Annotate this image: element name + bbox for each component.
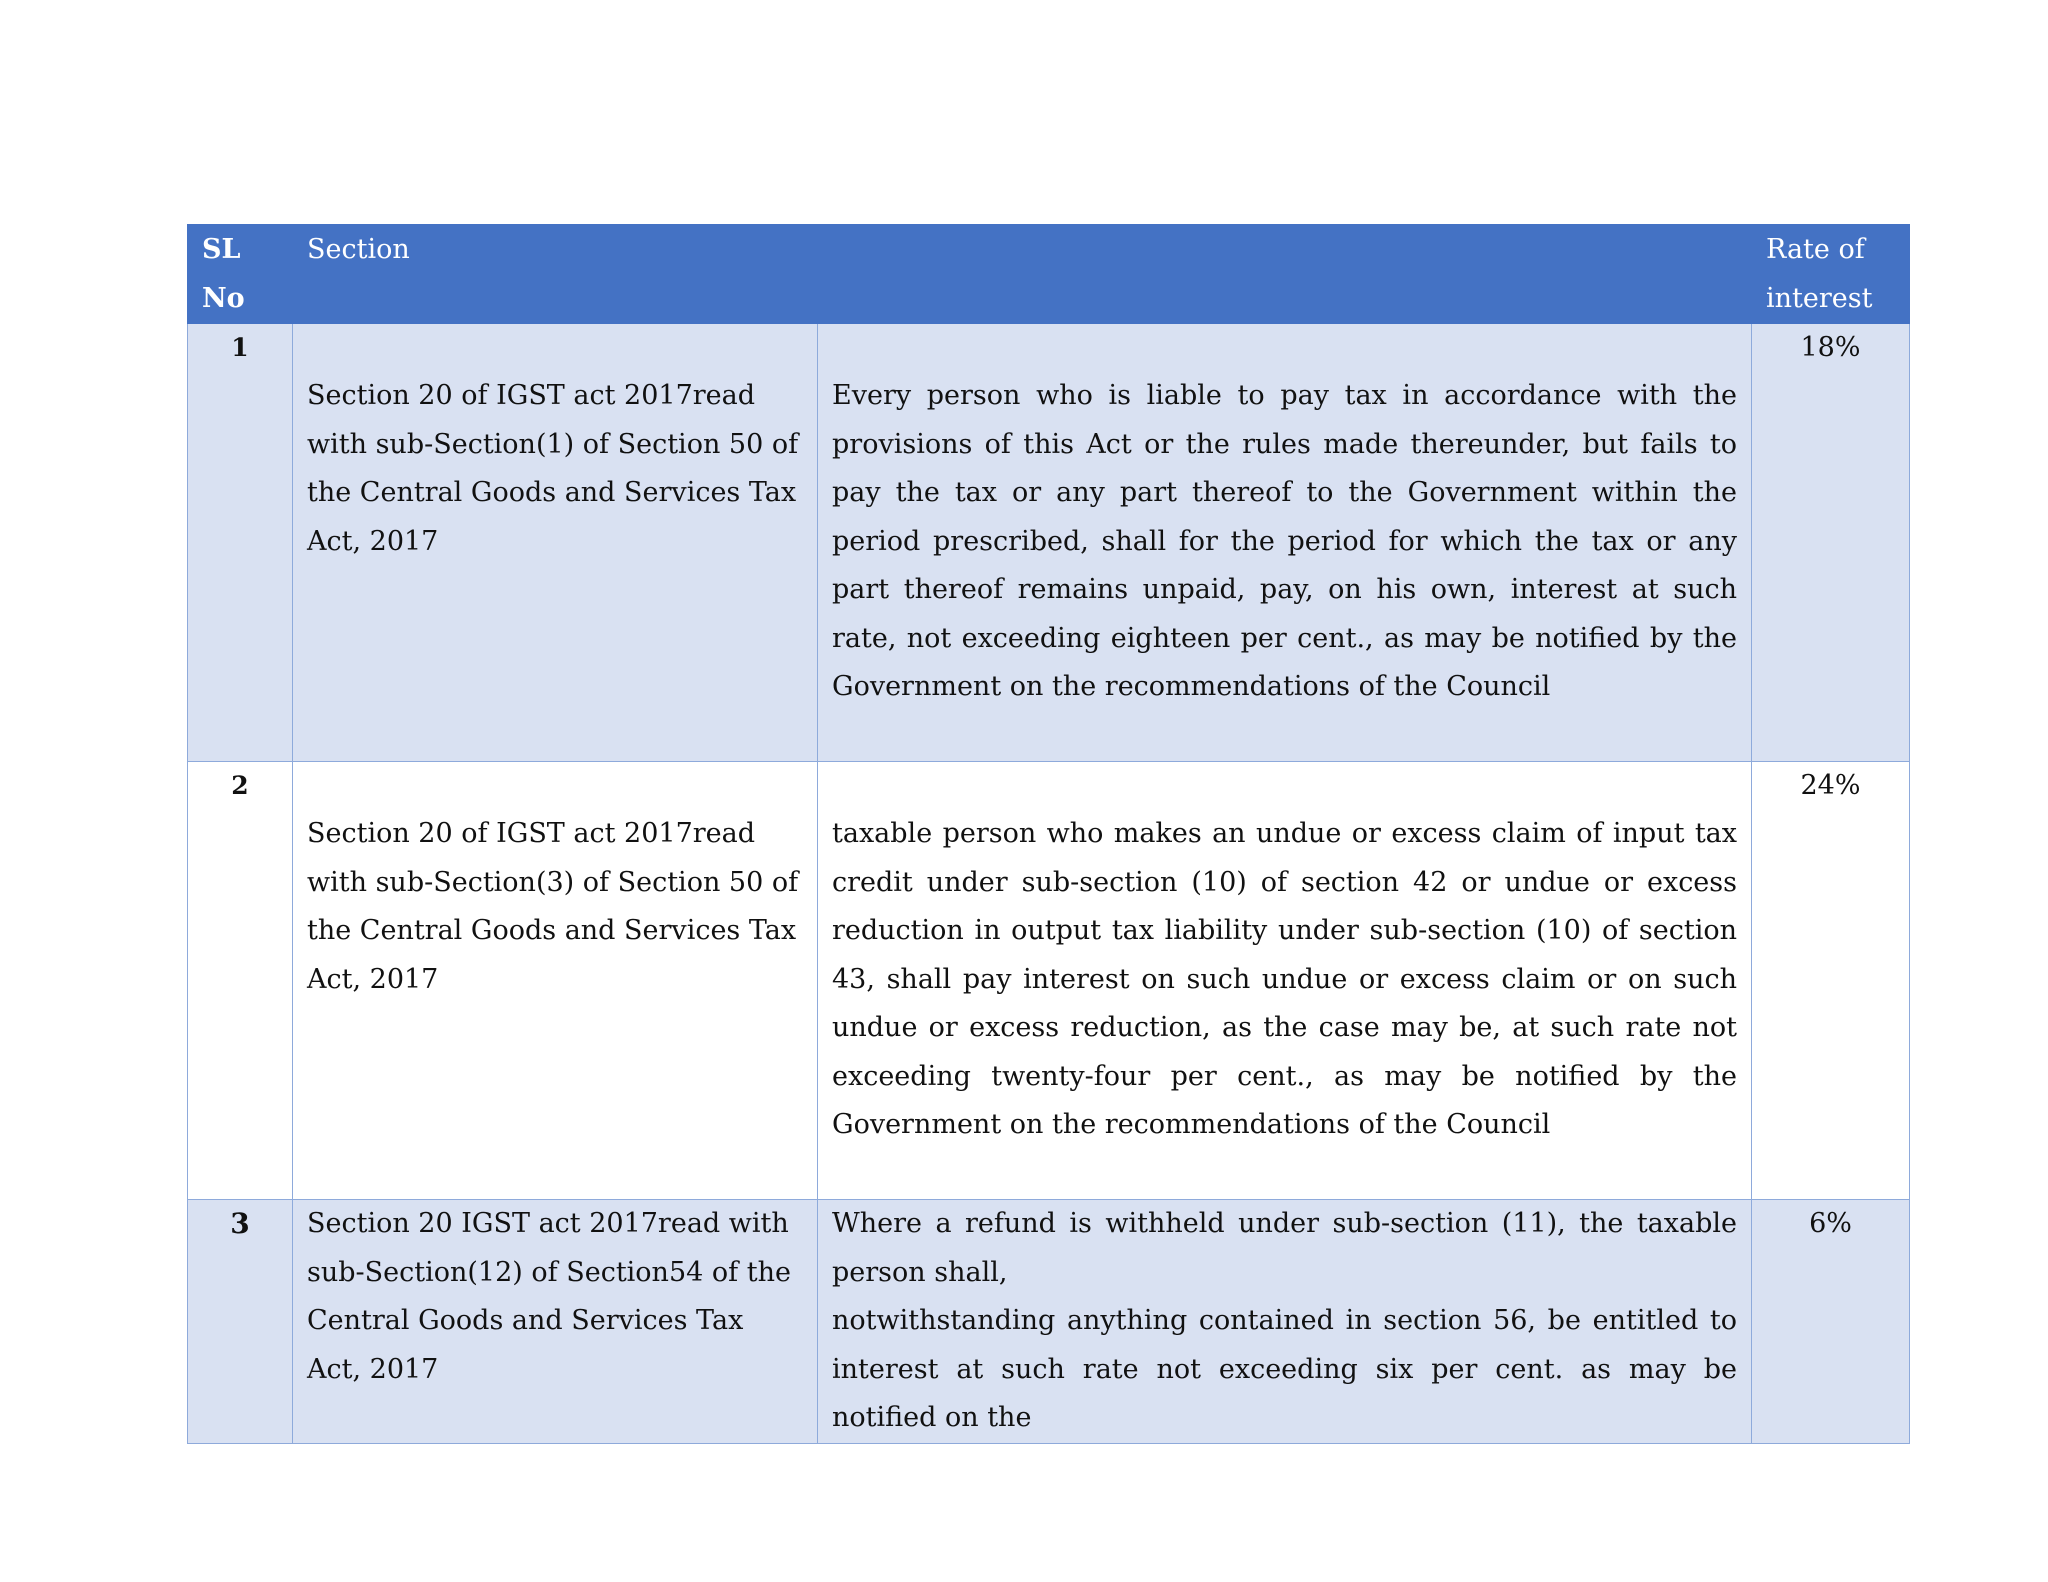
description-cell xyxy=(818,1200,1752,1444)
rate-cell: 6% xyxy=(1752,1200,1910,1444)
rate-cell: 24% xyxy=(1752,762,1910,1200)
sl-number-cell: 1 xyxy=(188,324,293,762)
description-line: notwithstanding anything contained in section 56, be entitled to interest at such rate not exceeding six per cent. as may be notified on the xyxy=(832,1305,1738,1433)
header-rate-of-interest xyxy=(1752,225,1910,324)
description-cell: taxable person who makes an undue or excess claim of input tax credit under sub-section (10) of section 42 or undue or excess reduction in output tax liability under sub-section (10) of section 43, shall pay interest on such undue or excess claim or on such undue or excess reduction, as the case may be, at such rate not exceeding twenty-four per cent., as may be notified by the Government on the recommendations of the Council xyxy=(818,762,1752,1200)
table-header-row xyxy=(188,225,1910,324)
table-row xyxy=(188,324,1910,762)
section-cell: Section 20 of IGST act 2017read with sub-Section(1) of Section 50 of the Central Goods and Services Tax Act, 2017 xyxy=(293,324,818,762)
header-rate-line1: Rate of xyxy=(1766,234,1865,265)
interest-rate-table xyxy=(187,224,1910,1444)
description-line: Where a refund is withheld under sub-section (11), the taxable person shall, xyxy=(832,1208,1738,1288)
section-cell: Section 20 IGST act 2017read with sub-Section(12) of Section54 of the Central Goods and Services Tax Act, 2017 xyxy=(293,1200,818,1444)
header-sl-no-line1: SL xyxy=(202,234,241,265)
description-cell: Every person who is liable to pay tax in accordance with the provisions of this Act or the rules made thereunder, but fails to pay the tax or any part thereof to the Government within the period prescribed, shall for the period for which the tax or any part thereof remains unpaid, pay, on his own, interest at such rate, not exceeding eighteen per cent., as may be notified by the Government on the recommendations of the Council xyxy=(818,324,1752,762)
header-section: Section xyxy=(293,225,1752,324)
sl-number-cell: 3 xyxy=(188,1200,293,1444)
section-cell: Section 20 of IGST act 2017read with sub-Section(3) of Section 50 of the Central Goods and Services Tax Act, 2017 xyxy=(293,762,818,1200)
header-sl-no xyxy=(188,225,293,324)
header-sl-no-line2: No xyxy=(202,283,245,314)
table-row xyxy=(188,762,1910,1200)
rate-cell: 18% xyxy=(1752,324,1910,762)
header-rate-line2: interest xyxy=(1766,283,1873,314)
sl-number-cell: 2 xyxy=(188,762,293,1200)
table-row xyxy=(188,1200,1910,1444)
